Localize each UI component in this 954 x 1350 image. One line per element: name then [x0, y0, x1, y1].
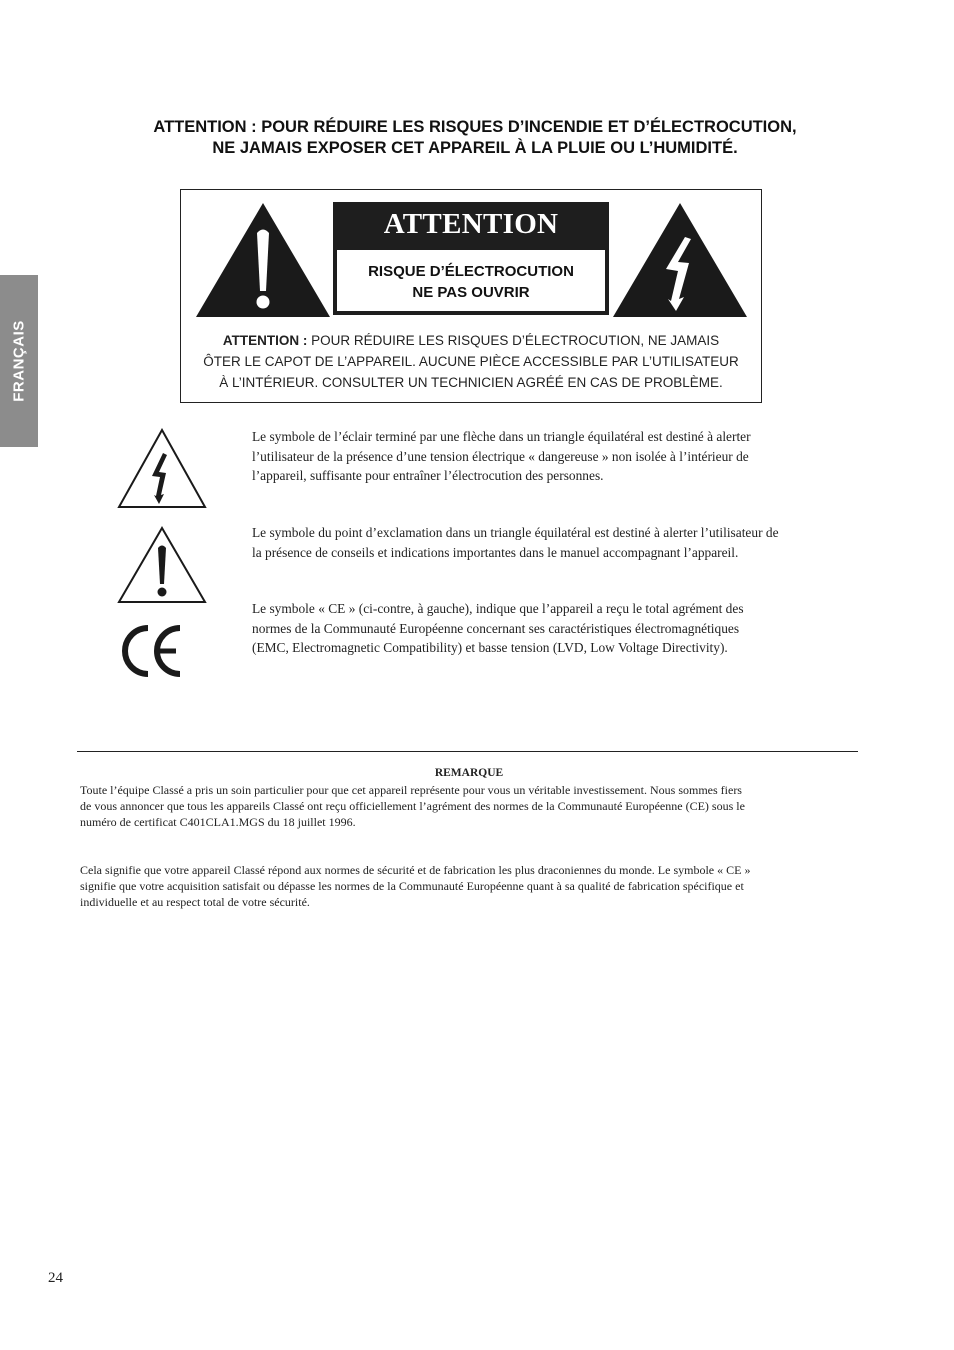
lightning-triangle-icon: [611, 201, 749, 319]
attention-banner: [333, 202, 609, 315]
ce-line-1: Le symbole « CE » (ci-contre, à gauche), indique que l’appareil a reçu le total agrément des: [252, 601, 744, 616]
language-tab-label: FRANÇAIS: [10, 320, 28, 402]
note-paragraph-1: [80, 782, 855, 830]
banner-line-1: RISQUE D’ÉLECTROCUTION: [368, 263, 574, 280]
warning-heading-line-2: NE JAMAIS EXPOSER CET APPAREIL À LA PLUIE OU L’HUMIDITÉ.: [212, 139, 738, 157]
warning-text-line-1: POUR RÉDUIRE LES RISQUES D’ÉLECTROCUTION, NE JAMAIS: [307, 333, 720, 348]
ce-description: [252, 599, 858, 658]
ce-line-3: (EMC, Electromagnetic Compatibility) et basse tension (LVD, Low Voltage Directivity).: [252, 640, 728, 655]
section-divider: [77, 751, 858, 752]
note-p2-line-1: Cela signifie que votre appareil Classé répond aux normes de sécurité et de fabrication les plus draconiennes du monde. Le symbole « CE »: [80, 863, 751, 877]
warning-heading-line-1: ATTENTION : POUR RÉDUIRE LES RISQUES D’INCENDIE ET D’ÉLECTROCUTION,: [153, 118, 797, 136]
lightning-outline-icon: [117, 428, 207, 509]
exclamation-line-1: Le symbole du point d’exclamation dans un triangle équilatéral est destiné à alerter l’utilisateur de: [252, 525, 779, 540]
note-p2-line-2: signifie que votre acquisition satisfait ou dépasse les normes de la Communauté Européenne quant à sa qualité de fabrication spécifique et: [80, 879, 744, 893]
note-p1-line-1: Toute l’équipe Classé a pris un soin particulier pour que cet appareil représente pour vous un véritable investissement. Nous sommes fiers: [80, 783, 742, 797]
lightning-line-2: l’utilisateur de la présence d’une tension électrique « dangereuse » non isolée à l’intérieur de: [252, 448, 749, 464]
warning-text-line-3: À L’INTÉRIEUR. CONSULTER UN TECHNICIEN AGRÉÉ EN CAS DE PROBLÈME.: [219, 375, 723, 390]
banner-line-2: NE PAS OUVRIR: [412, 284, 530, 301]
lightning-line-3: l’appareil, suffisante pour entraîner l’électrocution des personnes.: [252, 468, 604, 483]
exclamation-outline-icon: [117, 526, 207, 604]
banner-subtitle: [337, 250, 605, 311]
exclamation-triangle-icon: [194, 201, 332, 319]
warning-heading: [80, 117, 870, 159]
note-p1-line-2: de vous annoncer que tous les appareils Classé ont reçu officiellement l’agrément des normes de la Communauté Européenne (CE) sous le: [80, 799, 745, 813]
note-p2-line-3: individuelle et au respect total de votre sécurité.: [80, 895, 310, 909]
page-number: 24: [48, 1270, 63, 1286]
exclamation-line-2: la présence de conseils et indications importantes dans le manuel accompagnant l’appareil.: [252, 544, 739, 560]
warning-text-lead: ATTENTION :: [222, 333, 308, 348]
ce-mark-icon: [118, 622, 182, 680]
warning-text-line-2: ÔTER LE CAPOT DE L’APPAREIL. AUCUNE PIÈCE ACCESSIBLE PAR L’UTILISATEUR: [203, 354, 739, 369]
banner-title: ATTENTION: [383, 208, 559, 240]
note-p1-line-3: numéro de certificat C401CLA1.MGS du 18 juillet 1996.: [80, 815, 356, 829]
note-paragraph-2: [80, 862, 855, 910]
warning-box-text: [181, 330, 761, 393]
exclamation-description: [252, 523, 858, 562]
language-tab: [0, 275, 38, 447]
ce-line-2: normes de la Communauté Européenne concernant ses caractéristiques électromagnétiques: [252, 620, 740, 636]
lightning-description: [252, 427, 858, 486]
note-title: REMARQUE: [434, 767, 504, 779]
lightning-line-1: Le symbole de l’éclair terminé par une flèche dans un triangle équilatéral est destiné à alerter: [252, 429, 751, 444]
